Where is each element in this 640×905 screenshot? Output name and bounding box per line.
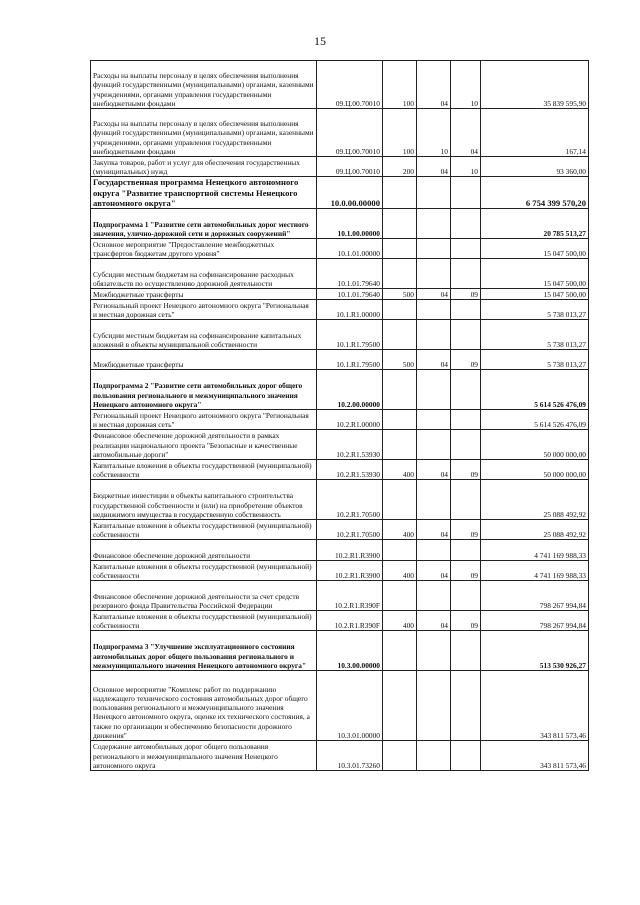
expense-name-cell: Подпрограмма 3 "Улучшение эксплуатационного состояния автомобильных дорог общего пользования регионального и межмуниципального значения Ненецкого автономного округа": [91, 631, 317, 671]
table-row: [91, 631, 589, 671]
table-row: [91, 370, 589, 410]
expense-name-cell: Подпрограмма 2 "Развитие сети автомобильных дорог общего пользования регионального и межмуниципального значения Ненецкого автономного округа": [91, 370, 317, 410]
subsection-cell: [451, 239, 481, 259]
amount-cell: 20 785 513,27: [481, 209, 589, 239]
subsection-cell: [451, 741, 481, 771]
section-cell: [417, 209, 451, 239]
target-article-code-cell: 10.1.01.00000: [317, 239, 383, 259]
amount-cell: 798 267 994,84: [481, 581, 589, 611]
subsection-cell: [451, 581, 481, 611]
target-article-code-cell: 10.3.00.00000: [317, 631, 383, 671]
expense-name-cell: Содержание автомобильных дорог общего пользования регионального и межмуниципального значения Ненецкого автономного округа: [91, 741, 317, 771]
subsection-cell: [451, 209, 481, 239]
subsection-cell: [451, 320, 481, 350]
target-article-code-cell: 10.2.R1.R390F: [317, 611, 383, 631]
table-row: [91, 209, 589, 239]
subsection-cell: 09: [451, 520, 481, 540]
table-row: [91, 157, 589, 177]
table-row: [91, 350, 589, 370]
expense-name-cell: Расходы на выплаты персоналу в целях обеспечения выполнения функций государственными (муниципальными) органами, казенными учреждениями, органами управления государственными внебюджетными фондами: [91, 109, 317, 157]
section-cell: [417, 540, 451, 561]
amount-cell: 50 000 000,00: [481, 430, 589, 460]
amount-cell: 50 000 000,00: [481, 460, 589, 480]
section-cell: [417, 741, 451, 771]
subsection-cell: [451, 631, 481, 671]
amount-cell: 513 530 926,27: [481, 631, 589, 671]
subsection-cell: [451, 540, 481, 561]
section-cell: 04: [417, 520, 451, 540]
expense-name-cell: Субсидии местным бюджетам на софинансирование капитальных вложений в объекты муниципальной собственности: [91, 320, 317, 350]
table-row: [91, 61, 589, 109]
table-row: [91, 540, 589, 561]
target-article-code-cell: 10.2.R1.70500: [317, 480, 383, 520]
subsection-cell: [451, 177, 481, 209]
expense-type-cell: [383, 209, 417, 239]
table-row: [91, 430, 589, 460]
target-article-code-cell: 10.1.00.00000: [317, 209, 383, 239]
table-row: [91, 259, 589, 289]
amount-cell: 5 614 526 476,09: [481, 370, 589, 410]
section-cell: 04: [417, 157, 451, 177]
expense-type-cell: [383, 259, 417, 289]
section-cell: [417, 370, 451, 410]
expense-type-cell: [383, 741, 417, 771]
expense-name-cell: Межбюджетные трансферты: [91, 289, 317, 300]
expense-name-cell: Межбюджетные трансферты: [91, 350, 317, 370]
target-article-code-cell: 10.2.R1.R3900: [317, 540, 383, 561]
table-row: [91, 460, 589, 480]
expense-name-cell: Основное мероприятие "Предоставление межбюджетных трансфертов бюджетам другого уровня": [91, 239, 317, 259]
target-article-code-cell: 10.1.R1.79500: [317, 350, 383, 370]
section-cell: 04: [417, 350, 451, 370]
subsection-cell: 09: [451, 289, 481, 300]
target-article-code-cell: 10.2.R1.R3900: [317, 561, 383, 581]
subsection-cell: 10: [451, 157, 481, 177]
expense-name-cell: Государственная программа Ненецкого автономного округа "Развитие транспортной системы Ненецкого автономного округа": [91, 177, 317, 209]
subsection-cell: [451, 671, 481, 741]
subsection-cell: [451, 259, 481, 289]
section-cell: 04: [417, 61, 451, 109]
section-cell: [417, 631, 451, 671]
target-article-code-cell: 10.1.R1.00000: [317, 300, 383, 320]
expense-name-cell: Капитальные вложения в объекты государственной (муниципальной) собственности: [91, 460, 317, 480]
expense-name-cell: Бюджетные инвестиции в объекты капитального строительства государственной собственности и (или) на приобретение объектов недвижимого имущества в государственную собственность: [91, 480, 317, 520]
table-row: [91, 561, 589, 581]
table-row: [91, 480, 589, 520]
section-cell: [417, 410, 451, 430]
table-row: [91, 410, 589, 430]
target-article-code-cell: 10.2.R1.70500: [317, 520, 383, 540]
table-row: [91, 671, 589, 741]
expense-type-cell: [383, 300, 417, 320]
amount-cell: 798 267 994,84: [481, 611, 589, 631]
amount-cell: 6 754 399 570,20: [481, 177, 589, 209]
expense-type-cell: [383, 239, 417, 259]
section-cell: 04: [417, 611, 451, 631]
expense-type-cell: 100: [383, 109, 417, 157]
expense-type-cell: [383, 410, 417, 430]
subsection-cell: [451, 410, 481, 430]
subsection-cell: 09: [451, 611, 481, 631]
expense-name-cell: Закупка товаров, работ и услуг для обеспечения государственных (муниципальных) нужд: [91, 157, 317, 177]
section-cell: [417, 177, 451, 209]
expense-name-cell: Региональный проект Ненецкого автономного округа "Региональная и местная дорожная сеть": [91, 410, 317, 430]
section-cell: [417, 320, 451, 350]
target-article-code-cell: 09.Ц.00.70010: [317, 109, 383, 157]
expense-name-cell: Капитальные вложения в объекты государственной (муниципальной) собственности: [91, 520, 317, 540]
expense-type-cell: 500: [383, 350, 417, 370]
expense-name-cell: Основное мероприятие "Комплекс работ по поддержанию надлежащего технического состояния автомобильных дорог общего пользования регионального и межмуниципального значения Ненецкого автономного округа, оценке их технического состояния, а также по организации и обеспечению безопасности дорожного движения": [91, 671, 317, 741]
target-article-code-cell: 10.1.R1.79500: [317, 320, 383, 350]
section-cell: [417, 259, 451, 289]
target-article-code-cell: 09.Ц.00.70010: [317, 157, 383, 177]
subsection-cell: 10: [451, 61, 481, 109]
subsection-cell: [451, 480, 481, 520]
table-row: [91, 320, 589, 350]
section-cell: [417, 300, 451, 320]
section-cell: [417, 671, 451, 741]
amount-cell: 5 738 013,27: [481, 300, 589, 320]
expense-name-cell: Финансовое обеспечение дорожной деятельности: [91, 540, 317, 561]
expense-type-cell: 400: [383, 611, 417, 631]
expense-type-cell: [383, 430, 417, 460]
section-cell: [417, 430, 451, 460]
amount-cell: 343 811 573,46: [481, 671, 589, 741]
amount-cell: 15 047 500,00: [481, 289, 589, 300]
expense-type-cell: [383, 320, 417, 350]
expense-type-cell: 500: [383, 289, 417, 300]
section-cell: [417, 581, 451, 611]
target-article-code-cell: 10.2.00.00000: [317, 370, 383, 410]
subsection-cell: 09: [451, 350, 481, 370]
amount-cell: 15 047 500,00: [481, 259, 589, 289]
target-article-code-cell: 10.3.01.00000: [317, 671, 383, 741]
subsection-cell: 04: [451, 109, 481, 157]
amount-cell: 4 741 169 988,33: [481, 561, 589, 581]
expense-type-cell: 400: [383, 561, 417, 581]
amount-cell: 167,14: [481, 109, 589, 157]
budget-table-body: [91, 61, 589, 771]
expense-type-cell: 200: [383, 157, 417, 177]
target-article-code-cell: 09.Ц.00.70010: [317, 61, 383, 109]
expense-type-cell: [383, 671, 417, 741]
target-article-code-cell: 10.2.R1.53930: [317, 430, 383, 460]
section-cell: 04: [417, 289, 451, 300]
amount-cell: 35 839 595,90: [481, 61, 589, 109]
expense-type-cell: [383, 480, 417, 520]
expense-type-cell: 400: [383, 520, 417, 540]
target-article-code-cell: 10.1.01.79640: [317, 289, 383, 300]
table-row: [91, 581, 589, 611]
target-article-code-cell: 10.2.R1.53930: [317, 460, 383, 480]
expense-name-cell: Субсидии местным бюджетам на софинансирование расходных обязательств по осуществлению дорожной деятельности: [91, 259, 317, 289]
subsection-cell: 09: [451, 460, 481, 480]
section-cell: [417, 480, 451, 520]
amount-cell: 4 741 169 988,33: [481, 540, 589, 561]
table-row: [91, 741, 589, 771]
subsection-cell: [451, 370, 481, 410]
section-cell: 04: [417, 561, 451, 581]
amount-cell: 5 738 013,27: [481, 320, 589, 350]
expense-type-cell: [383, 177, 417, 209]
amount-cell: 343 811 573,46: [481, 741, 589, 771]
expense-type-cell: [383, 540, 417, 561]
expense-name-cell: Капитальные вложения в объекты государственной (муниципальной) собственности: [91, 561, 317, 581]
table-row: [91, 109, 589, 157]
expense-name-cell: Финансовое обеспечение дорожной деятельности за счет средств резервного фонда Правительства Российской Федерации: [91, 581, 317, 611]
subsection-cell: [451, 300, 481, 320]
expense-name-cell: Подпрограмма 1 "Развитие сети автомобильных дорог местного значения, улично-дорожной сети и дорожных сооружений": [91, 209, 317, 239]
amount-cell: 5 738 013,27: [481, 350, 589, 370]
budget-table: [90, 60, 589, 771]
amount-cell: 25 088 492,92: [481, 480, 589, 520]
table-row: [91, 520, 589, 540]
amount-cell: 5 614 526 476,09: [481, 410, 589, 430]
target-article-code-cell: 10.2.R1.R390F: [317, 581, 383, 611]
table-row: [91, 177, 589, 209]
section-cell: [417, 239, 451, 259]
amount-cell: 15 047 500,00: [481, 239, 589, 259]
target-article-code-cell: 10.2.R1.00000: [317, 410, 383, 430]
expense-type-cell: [383, 581, 417, 611]
page-number: 15: [314, 34, 326, 48]
subsection-cell: 09: [451, 561, 481, 581]
expense-name-cell: Финансовое обеспечение дорожной деятельности в рамках реализации национального проекта "Безопасные и качественные автомобильные дороги": [91, 430, 317, 460]
section-cell: 10: [417, 109, 451, 157]
expense-name-cell: Региональный проект Ненецкого автономного округа "Региональная и местная дорожная сеть": [91, 300, 317, 320]
expense-type-cell: [383, 370, 417, 410]
expense-type-cell: 400: [383, 460, 417, 480]
expense-name-cell: Капитальные вложения в объекты государственной (муниципальной) собственности: [91, 611, 317, 631]
section-cell: 04: [417, 460, 451, 480]
target-article-code-cell: 10.0.00.00000: [317, 177, 383, 209]
target-article-code-cell: 10.1.01.79640: [317, 259, 383, 289]
table-row: [91, 289, 589, 300]
table-row: [91, 611, 589, 631]
subsection-cell: [451, 430, 481, 460]
amount-cell: 25 088 492,92: [481, 520, 589, 540]
expense-name-cell: Расходы на выплаты персоналу в целях обеспечения выполнения функций государственными (муниципальными) органами, казенными учреждениями, органами управления государственными внебюджетными фондами: [91, 61, 317, 109]
expense-type-cell: 100: [383, 61, 417, 109]
target-article-code-cell: 10.3.01.73260: [317, 741, 383, 771]
amount-cell: 93 360,00: [481, 157, 589, 177]
table-row: [91, 239, 589, 259]
expense-type-cell: [383, 631, 417, 671]
table-row: [91, 300, 589, 320]
